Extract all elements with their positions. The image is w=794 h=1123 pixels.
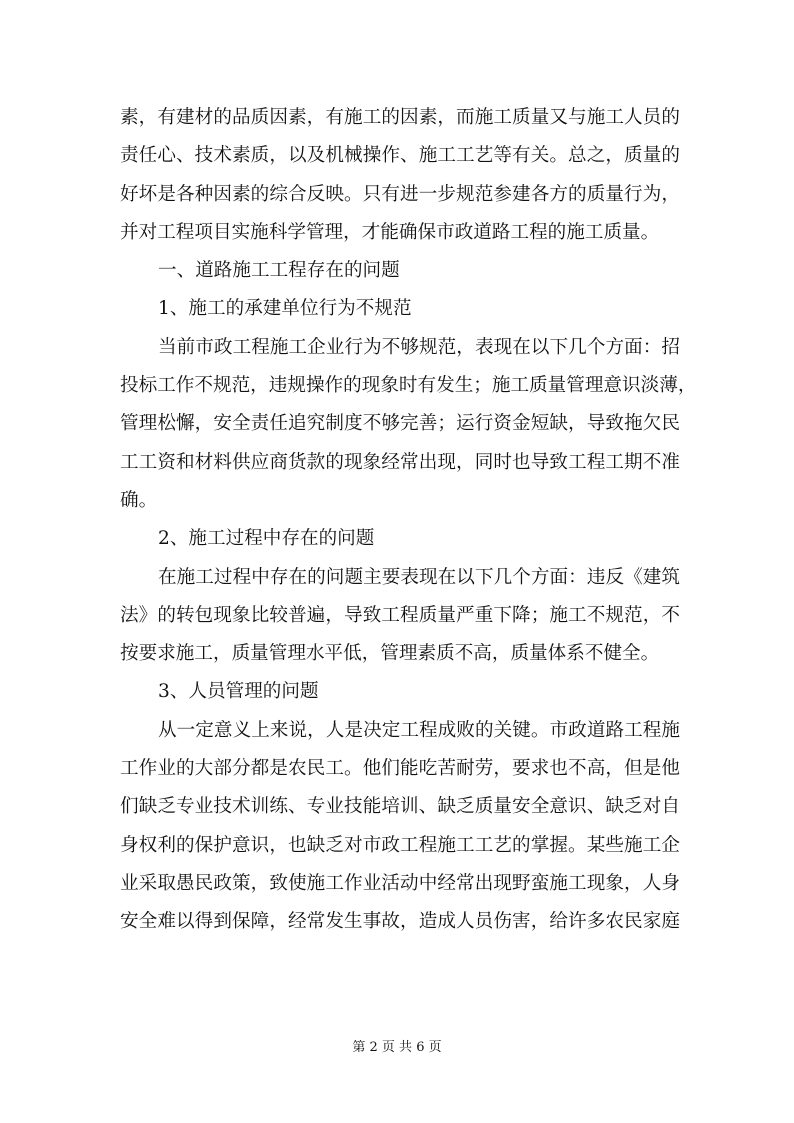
text-line: [120, 635, 680, 673]
text-line-content: 从一定意义上来说，人是决定工程成败的关键。市政道路工程施: [158, 719, 680, 741]
text-line: [120, 329, 680, 367]
text-line-content: 一、道路施工工程存在的问题: [158, 260, 400, 282]
text-line: [120, 712, 680, 750]
text-line: [120, 367, 697, 405]
page-footer: 第 2 页 共 6 页: [352, 1040, 442, 1055]
text-line-content: 投标工作不规范，违规操作的现象时有发生；施工质量管理意识淡薄，: [120, 375, 697, 397]
text-line-content: 好坏是各种因素的综合反映。只有进一步规范参建各方的质量行为，: [120, 183, 680, 205]
text-line: [120, 750, 680, 788]
text-line-content: 业采取愚民政策，致使施工作业活动中经常出现野蛮施工现象，人身: [120, 872, 680, 894]
text-line-content: 并对工程项目实施科学管理，才能确保市政道路工程的施工质量。: [120, 221, 660, 243]
text-line: [120, 214, 680, 252]
text-line-content: 身权利的保护意识，也缺乏对市政工程施工工艺的掌握。某些施工企: [120, 834, 680, 856]
text-line-content: 责任心、技术素质，以及机械操作、施工工艺等有关。总之，质量的: [120, 145, 680, 167]
text-line-content: 工工资和材料供应商货款的现象经常出现，同时也导致工程工期不准: [120, 451, 680, 473]
text-line: [120, 520, 680, 558]
text-line: [120, 827, 680, 865]
text-line: [120, 405, 680, 443]
text-line-content: 在施工过程中存在的问题主要表现在以下几个方面：违反《建筑: [158, 566, 680, 588]
text-line: [120, 482, 680, 520]
text-line: [120, 903, 680, 941]
text-line: [120, 597, 680, 635]
text-line-content: 确。: [120, 489, 158, 511]
text-line: [120, 290, 680, 328]
text-line: [120, 137, 680, 175]
text-line-content: 1、施工的承建单位行为不规范: [158, 298, 412, 320]
text-line-content: 们缺乏专业技术训练、专业技能培训、缺乏质量安全意识、缺乏对自: [120, 796, 680, 818]
text-line: [120, 559, 680, 597]
text-line: [120, 444, 680, 482]
text-line: [120, 176, 680, 214]
text-line: [120, 99, 680, 137]
text-line-content: 安全难以得到保障，经常发生事故，造成人员伤害，给许多农民家庭: [120, 911, 680, 933]
body-text: [120, 99, 697, 942]
text-line-content: 当前市政工程施工企业行为不够规范，表现在以下几个方面：招: [158, 336, 680, 358]
text-line-content: 2、施工过程中存在的问题: [158, 528, 375, 550]
text-line: [120, 673, 680, 711]
text-line-content: 3、人员管理的问题: [158, 681, 319, 703]
text-line-content: 管理松懈，安全责任追究制度不够完善；运行资金短缺，导致拖欠民: [120, 413, 680, 435]
text-line: [120, 865, 680, 903]
text-line: [120, 252, 680, 290]
text-line-content: 工作业的大部分都是农民工。他们能吃苦耐劳，要求也不高，但是他: [120, 758, 680, 780]
text-line: [120, 788, 680, 826]
text-line-content: 法》的转包现象比较普遍，导致工程质量严重下降；施工不规范，不: [120, 604, 680, 626]
text-line-content: 素，有建材的品质因素，有施工的因素，而施工质量又与施工人员的: [120, 107, 680, 128]
text-line-content: 按要求施工，质量管理水平低，管理素质不高，质量体系不健全。: [120, 643, 660, 665]
